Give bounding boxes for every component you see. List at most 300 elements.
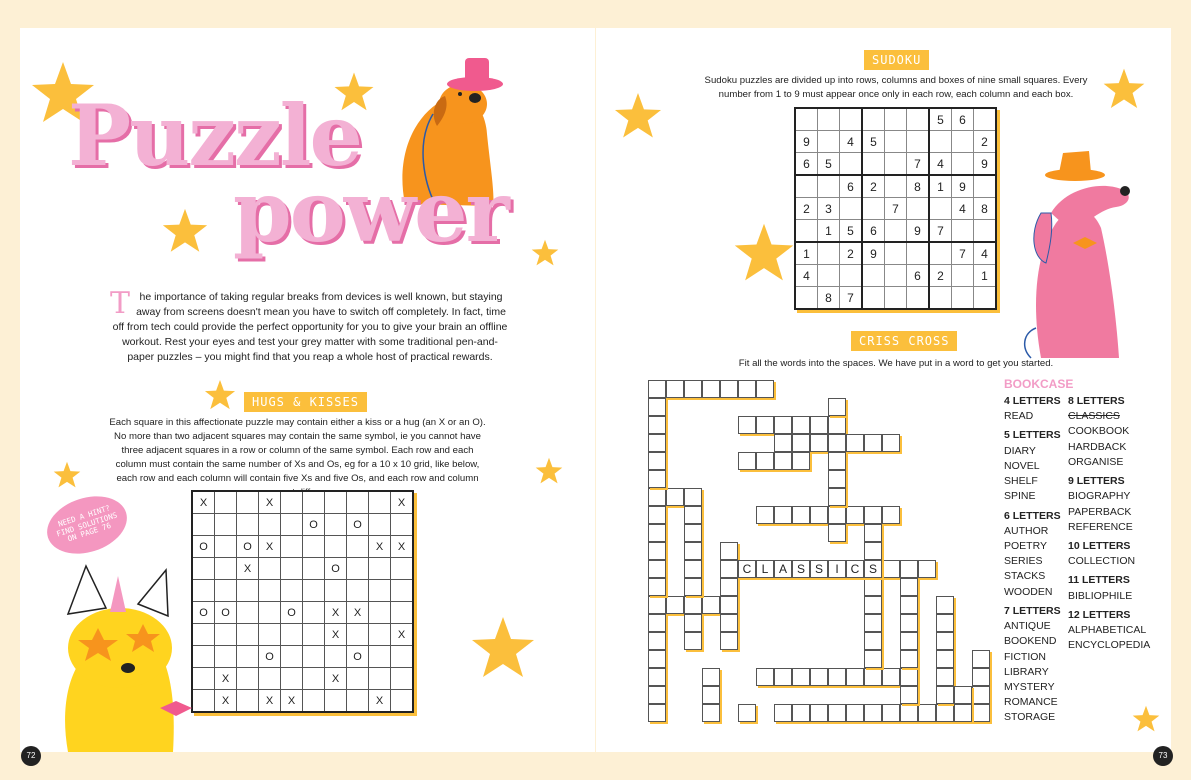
criss-cross-cell[interactable] xyxy=(954,686,972,704)
hk-cell[interactable] xyxy=(237,514,259,536)
criss-cross-cell[interactable] xyxy=(774,434,792,452)
hk-cell[interactable] xyxy=(259,580,281,602)
hk-cell[interactable] xyxy=(369,491,391,514)
sudoku-cell[interactable]: 5 xyxy=(862,131,885,153)
criss-cross-cell[interactable] xyxy=(828,488,846,506)
criss-cross-cell[interactable] xyxy=(792,434,810,452)
sudoku-cell[interactable]: 4 xyxy=(952,198,974,220)
sudoku-cell[interactable] xyxy=(818,265,840,287)
hk-cell[interactable] xyxy=(303,668,325,690)
criss-cross-cell[interactable] xyxy=(792,704,810,722)
sudoku-cell[interactable]: 2 xyxy=(929,265,952,287)
hk-cell[interactable] xyxy=(325,514,347,536)
hk-cell[interactable] xyxy=(303,602,325,624)
sudoku-cell[interactable]: 9 xyxy=(862,242,885,265)
criss-cross-cell[interactable] xyxy=(828,416,846,434)
sudoku-cell[interactable]: 2 xyxy=(974,131,997,153)
criss-cross-cell[interactable] xyxy=(864,614,882,632)
sudoku-cell[interactable] xyxy=(862,287,885,310)
criss-cross-cell[interactable] xyxy=(846,434,864,452)
sudoku-cell[interactable]: 1 xyxy=(929,175,952,198)
criss-cross-cell[interactable] xyxy=(864,704,882,722)
hk-cell[interactable] xyxy=(237,491,259,514)
hk-cell[interactable]: X xyxy=(325,602,347,624)
criss-cross-cell[interactable] xyxy=(756,668,774,686)
hk-cell[interactable] xyxy=(281,624,303,646)
hk-cell[interactable] xyxy=(281,646,303,668)
hk-cell[interactable] xyxy=(347,491,369,514)
criss-cross-cell[interactable] xyxy=(810,668,828,686)
sudoku-cell[interactable] xyxy=(952,131,974,153)
hk-cell[interactable] xyxy=(259,558,281,580)
sudoku-cell[interactable]: 1 xyxy=(818,220,840,243)
hk-cell[interactable] xyxy=(259,514,281,536)
criss-cross-cell[interactable] xyxy=(648,452,666,470)
criss-cross-cell[interactable] xyxy=(972,686,990,704)
criss-cross-cell[interactable] xyxy=(936,686,954,704)
criss-cross-cell[interactable] xyxy=(828,668,846,686)
criss-cross-cell[interactable] xyxy=(720,380,738,398)
criss-cross-cell[interactable] xyxy=(846,704,864,722)
criss-cross-cell[interactable] xyxy=(900,650,918,668)
hk-cell[interactable] xyxy=(303,580,325,602)
sudoku-cell[interactable] xyxy=(907,131,930,153)
criss-cross-cell[interactable] xyxy=(936,650,954,668)
criss-cross-cell[interactable] xyxy=(720,632,738,650)
criss-cross-cell[interactable] xyxy=(900,632,918,650)
criss-cross-cell[interactable] xyxy=(792,668,810,686)
sudoku-cell[interactable]: 6 xyxy=(952,108,974,131)
sudoku-cell[interactable] xyxy=(885,153,907,176)
criss-cross-cell[interactable] xyxy=(684,614,702,632)
hk-cell[interactable]: X xyxy=(391,624,414,646)
criss-cross-cell[interactable] xyxy=(828,434,846,452)
hk-cell[interactable]: O xyxy=(281,602,303,624)
hk-cell[interactable] xyxy=(281,514,303,536)
hk-cell[interactable] xyxy=(237,580,259,602)
criss-cross-cell[interactable] xyxy=(900,596,918,614)
hk-cell[interactable] xyxy=(192,558,215,580)
sudoku-cell[interactable]: 2 xyxy=(862,175,885,198)
criss-cross-cell[interactable] xyxy=(648,650,666,668)
criss-cross-cell[interactable] xyxy=(738,380,756,398)
hk-cell[interactable]: O xyxy=(325,558,347,580)
criss-cross-cell[interactable] xyxy=(792,452,810,470)
hk-cell[interactable]: X xyxy=(259,491,281,514)
criss-cross-cell[interactable] xyxy=(864,668,882,686)
criss-cross-cell[interactable] xyxy=(684,380,702,398)
criss-cross-cell[interactable] xyxy=(648,542,666,560)
criss-cross-cell[interactable] xyxy=(918,704,936,722)
criss-cross-cell[interactable] xyxy=(900,704,918,722)
criss-cross-cell[interactable] xyxy=(882,506,900,524)
criss-cross-cell[interactable] xyxy=(864,434,882,452)
criss-cross-cell[interactable] xyxy=(846,506,864,524)
hk-cell[interactable]: X xyxy=(259,536,281,558)
sudoku-cell[interactable]: 7 xyxy=(885,198,907,220)
sudoku-cell[interactable]: 8 xyxy=(818,287,840,310)
hk-cell[interactable]: X xyxy=(237,558,259,580)
hk-cell[interactable] xyxy=(259,624,281,646)
hk-cell[interactable] xyxy=(325,491,347,514)
sudoku-cell[interactable] xyxy=(885,242,907,265)
hk-cell[interactable] xyxy=(215,558,237,580)
sudoku-cell[interactable] xyxy=(795,287,818,310)
sudoku-cell[interactable] xyxy=(929,287,952,310)
hk-cell[interactable] xyxy=(192,624,215,646)
hk-cell[interactable] xyxy=(347,690,369,713)
sudoku-cell[interactable]: 5 xyxy=(929,108,952,131)
hk-cell[interactable] xyxy=(237,646,259,668)
criss-cross-cell[interactable] xyxy=(648,668,666,686)
criss-cross-cell[interactable] xyxy=(702,596,720,614)
sudoku-cell[interactable]: 6 xyxy=(907,265,930,287)
sudoku-cell[interactable] xyxy=(795,220,818,243)
hk-cell[interactable] xyxy=(347,558,369,580)
hk-cell[interactable]: X xyxy=(215,690,237,713)
sudoku-cell[interactable]: 6 xyxy=(795,153,818,176)
hk-cell[interactable] xyxy=(281,558,303,580)
hk-cell[interactable] xyxy=(259,668,281,690)
hk-cell[interactable] xyxy=(192,646,215,668)
criss-cross-cell[interactable] xyxy=(774,452,792,470)
sudoku-cell[interactable]: 4 xyxy=(929,153,952,176)
hk-cell[interactable] xyxy=(369,624,391,646)
sudoku-cell[interactable]: 2 xyxy=(840,242,863,265)
sudoku-cell[interactable] xyxy=(885,131,907,153)
sudoku-cell[interactable]: 4 xyxy=(840,131,863,153)
hk-cell[interactable] xyxy=(303,646,325,668)
criss-cross-cell[interactable] xyxy=(648,578,666,596)
criss-cross-cell[interactable] xyxy=(810,506,828,524)
hk-cell[interactable] xyxy=(325,536,347,558)
hk-cell[interactable] xyxy=(369,580,391,602)
sudoku-cell[interactable]: 2 xyxy=(795,198,818,220)
criss-cross-cell[interactable] xyxy=(684,488,702,506)
sudoku-cell[interactable]: 3 xyxy=(818,198,840,220)
sudoku-cell[interactable]: 7 xyxy=(929,220,952,243)
sudoku-cell[interactable] xyxy=(840,153,863,176)
sudoku-cell[interactable] xyxy=(974,220,997,243)
hk-cell[interactable] xyxy=(391,646,414,668)
hk-cell[interactable] xyxy=(347,536,369,558)
sudoku-cell[interactable] xyxy=(840,265,863,287)
hk-cell[interactable] xyxy=(192,668,215,690)
hk-cell[interactable]: X xyxy=(391,536,414,558)
criss-cross-cell[interactable] xyxy=(684,632,702,650)
hk-cell[interactable]: X xyxy=(391,491,414,514)
criss-cross-cell[interactable] xyxy=(774,668,792,686)
sudoku-cell[interactable]: 8 xyxy=(907,175,930,198)
sudoku-cell[interactable] xyxy=(818,108,840,131)
hk-cell[interactable] xyxy=(391,514,414,536)
criss-cross-cell[interactable] xyxy=(936,596,954,614)
criss-cross-cell[interactable] xyxy=(648,686,666,704)
hk-cell[interactable] xyxy=(325,646,347,668)
criss-cross-cell[interactable] xyxy=(882,668,900,686)
hk-cell[interactable] xyxy=(303,491,325,514)
hk-cell[interactable] xyxy=(215,514,237,536)
sudoku-cell[interactable]: 5 xyxy=(818,153,840,176)
hk-cell[interactable]: X xyxy=(281,690,303,713)
criss-cross-cell[interactable] xyxy=(738,704,756,722)
criss-cross-cell[interactable] xyxy=(864,578,882,596)
hk-cell[interactable] xyxy=(215,536,237,558)
hk-cell[interactable]: O xyxy=(347,514,369,536)
sudoku-cell[interactable] xyxy=(885,175,907,198)
criss-cross-cell[interactable] xyxy=(684,506,702,524)
criss-cross-cell[interactable] xyxy=(900,668,918,686)
sudoku-cell[interactable]: 7 xyxy=(907,153,930,176)
sudoku-cell[interactable]: 9 xyxy=(795,131,818,153)
sudoku-cell[interactable] xyxy=(885,220,907,243)
criss-cross-cell[interactable] xyxy=(738,416,756,434)
sudoku-cell[interactable] xyxy=(974,175,997,198)
criss-cross-cell[interactable] xyxy=(774,506,792,524)
criss-cross-cell[interactable] xyxy=(936,704,954,722)
sudoku-cell[interactable] xyxy=(952,220,974,243)
hk-cell[interactable]: X xyxy=(259,690,281,713)
hk-cell[interactable] xyxy=(281,580,303,602)
hk-cell[interactable]: X xyxy=(347,602,369,624)
criss-cross-cell[interactable] xyxy=(684,524,702,542)
sudoku-cell[interactable] xyxy=(840,108,863,131)
hk-cell[interactable] xyxy=(303,624,325,646)
criss-cross-cell[interactable] xyxy=(684,596,702,614)
hk-cell[interactable] xyxy=(281,491,303,514)
hk-cell[interactable]: X xyxy=(369,536,391,558)
sudoku-cell[interactable]: 1 xyxy=(974,265,997,287)
hk-cell[interactable] xyxy=(369,646,391,668)
sudoku-cell[interactable] xyxy=(795,108,818,131)
criss-cross-cell[interactable] xyxy=(648,488,666,506)
criss-cross-cell[interactable] xyxy=(720,596,738,614)
criss-cross-cell[interactable] xyxy=(828,398,846,416)
criss-cross-cell[interactable] xyxy=(864,596,882,614)
criss-cross-cell[interactable] xyxy=(720,578,738,596)
criss-cross-cell[interactable] xyxy=(864,524,882,542)
hk-cell[interactable]: X xyxy=(215,668,237,690)
hk-cell[interactable]: O xyxy=(192,602,215,624)
hk-cell[interactable] xyxy=(347,668,369,690)
sudoku-cell[interactable] xyxy=(952,265,974,287)
sudoku-cell[interactable]: 6 xyxy=(862,220,885,243)
criss-cross-cell[interactable] xyxy=(738,452,756,470)
hk-cell[interactable] xyxy=(237,668,259,690)
criss-cross-cell[interactable] xyxy=(684,542,702,560)
sudoku-cell[interactable]: 4 xyxy=(795,265,818,287)
sudoku-cell[interactable] xyxy=(907,108,930,131)
hk-cell[interactable]: O xyxy=(347,646,369,668)
criss-cross-cell[interactable] xyxy=(846,668,864,686)
hk-cell[interactable] xyxy=(369,558,391,580)
hk-cell[interactable] xyxy=(347,580,369,602)
hk-cell[interactable] xyxy=(391,580,414,602)
criss-cross-cell[interactable] xyxy=(828,506,846,524)
criss-cross-cell[interactable] xyxy=(972,668,990,686)
criss-cross-cell[interactable] xyxy=(972,650,990,668)
criss-cross-cell[interactable] xyxy=(864,650,882,668)
hk-cell[interactable] xyxy=(281,668,303,690)
criss-cross-cell[interactable] xyxy=(702,704,720,722)
criss-cross-cell[interactable] xyxy=(864,542,882,560)
sudoku-cell[interactable] xyxy=(952,287,974,310)
hk-cell[interactable] xyxy=(215,491,237,514)
criss-cross-cell[interactable] xyxy=(918,560,936,578)
sudoku-cell[interactable] xyxy=(974,287,997,310)
hk-cell[interactable] xyxy=(369,668,391,690)
sudoku-cell[interactable] xyxy=(818,242,840,265)
sudoku-cell[interactable] xyxy=(795,175,818,198)
criss-cross-cell[interactable] xyxy=(666,488,684,506)
criss-cross-cell[interactable] xyxy=(828,524,846,542)
hk-cell[interactable] xyxy=(391,558,414,580)
sudoku-cell[interactable] xyxy=(929,242,952,265)
hk-cell[interactable]: O xyxy=(259,646,281,668)
criss-cross-cell[interactable] xyxy=(882,434,900,452)
hk-cell[interactable]: O xyxy=(215,602,237,624)
hk-cell[interactable] xyxy=(391,602,414,624)
sudoku-cell[interactable] xyxy=(885,265,907,287)
criss-cross-cell[interactable] xyxy=(648,416,666,434)
hk-cell[interactable] xyxy=(369,602,391,624)
criss-cross-cell[interactable] xyxy=(702,668,720,686)
hk-cell[interactable] xyxy=(259,602,281,624)
hk-cell[interactable]: O xyxy=(237,536,259,558)
hk-cell[interactable] xyxy=(303,690,325,713)
criss-cross-cell[interactable] xyxy=(648,704,666,722)
criss-cross-cell[interactable] xyxy=(882,560,900,578)
sudoku-cell[interactable]: 8 xyxy=(974,198,997,220)
hk-cell[interactable] xyxy=(192,514,215,536)
sudoku-cell[interactable]: 6 xyxy=(840,175,863,198)
hk-cell[interactable] xyxy=(215,580,237,602)
criss-cross-cell[interactable] xyxy=(648,596,666,614)
criss-cross-cell[interactable] xyxy=(648,560,666,578)
hk-cell[interactable] xyxy=(192,580,215,602)
sudoku-cell[interactable]: 9 xyxy=(952,175,974,198)
criss-cross-cell[interactable] xyxy=(648,398,666,416)
sudoku-cell[interactable]: 1 xyxy=(795,242,818,265)
criss-cross-cell[interactable] xyxy=(936,614,954,632)
hk-cell[interactable]: X xyxy=(325,668,347,690)
criss-cross-cell[interactable] xyxy=(666,596,684,614)
criss-cross-cell[interactable] xyxy=(720,560,738,578)
criss-cross-cell[interactable] xyxy=(684,578,702,596)
hk-cell[interactable] xyxy=(303,536,325,558)
criss-cross-cell[interactable] xyxy=(828,452,846,470)
criss-cross-cell[interactable] xyxy=(792,506,810,524)
criss-cross-cell[interactable] xyxy=(882,704,900,722)
criss-cross-cell[interactable] xyxy=(774,704,792,722)
hk-cell[interactable] xyxy=(237,602,259,624)
sudoku-cell[interactable] xyxy=(907,242,930,265)
criss-cross-cell[interactable] xyxy=(684,560,702,578)
sudoku-cell[interactable]: 5 xyxy=(840,220,863,243)
sudoku-cell[interactable] xyxy=(818,175,840,198)
sudoku-cell[interactable]: 7 xyxy=(952,242,974,265)
sudoku-cell[interactable] xyxy=(929,131,952,153)
hk-cell[interactable] xyxy=(325,580,347,602)
criss-cross-cell[interactable] xyxy=(720,614,738,632)
hk-cell[interactable]: X xyxy=(325,624,347,646)
sudoku-cell[interactable]: 9 xyxy=(974,153,997,176)
sudoku-cell[interactable] xyxy=(885,287,907,310)
sudoku-cell[interactable]: 7 xyxy=(840,287,863,310)
hk-cell[interactable] xyxy=(391,690,414,713)
hk-cell[interactable]: X xyxy=(192,491,215,514)
sudoku-cell[interactable] xyxy=(952,153,974,176)
criss-cross-cell[interactable] xyxy=(864,506,882,524)
criss-cross-cell[interactable] xyxy=(828,470,846,488)
criss-cross-cell[interactable] xyxy=(702,380,720,398)
hk-cell[interactable]: X xyxy=(369,690,391,713)
hk-cell[interactable]: O xyxy=(303,514,325,536)
criss-cross-cell[interactable] xyxy=(900,614,918,632)
sudoku-cell[interactable] xyxy=(862,265,885,287)
criss-cross-cell[interactable] xyxy=(936,668,954,686)
sudoku-cell[interactable] xyxy=(840,198,863,220)
criss-cross-cell[interactable] xyxy=(900,686,918,704)
criss-cross-cell[interactable] xyxy=(900,578,918,596)
criss-cross-cell[interactable] xyxy=(702,686,720,704)
criss-cross-cell[interactable] xyxy=(720,542,738,560)
criss-cross-cell[interactable] xyxy=(756,380,774,398)
criss-cross-cell[interactable] xyxy=(666,380,684,398)
criss-cross-cell[interactable] xyxy=(810,704,828,722)
hk-cell[interactable]: O xyxy=(192,536,215,558)
criss-cross-cell[interactable] xyxy=(648,632,666,650)
hk-cell[interactable] xyxy=(281,536,303,558)
hk-cell[interactable] xyxy=(303,558,325,580)
criss-cross-cell[interactable] xyxy=(756,416,774,434)
criss-cross-cell[interactable] xyxy=(828,704,846,722)
criss-cross-cell[interactable] xyxy=(648,470,666,488)
criss-cross-cell[interactable] xyxy=(774,416,792,434)
criss-cross-cell[interactable] xyxy=(648,614,666,632)
criss-cross-cell[interactable] xyxy=(648,524,666,542)
sudoku-cell[interactable]: 4 xyxy=(974,242,997,265)
sudoku-cell[interactable] xyxy=(907,198,930,220)
hk-cell[interactable] xyxy=(215,624,237,646)
hk-cell[interactable] xyxy=(192,690,215,713)
hk-cell[interactable] xyxy=(391,668,414,690)
sudoku-cell[interactable] xyxy=(885,108,907,131)
criss-cross-cell[interactable] xyxy=(756,452,774,470)
criss-cross-cell[interactable] xyxy=(648,506,666,524)
criss-cross-cell[interactable] xyxy=(648,380,666,398)
hk-cell[interactable] xyxy=(237,624,259,646)
sudoku-cell[interactable] xyxy=(974,108,997,131)
sudoku-cell[interactable]: 9 xyxy=(907,220,930,243)
hk-cell[interactable] xyxy=(369,514,391,536)
hk-cell[interactable] xyxy=(347,624,369,646)
sudoku-cell[interactable] xyxy=(818,131,840,153)
criss-cross-cell[interactable] xyxy=(936,632,954,650)
criss-cross-cell[interactable] xyxy=(864,632,882,650)
sudoku-cell[interactable] xyxy=(907,287,930,310)
criss-cross-cell[interactable] xyxy=(792,416,810,434)
criss-cross-cell[interactable] xyxy=(972,704,990,722)
hk-cell[interactable] xyxy=(325,690,347,713)
criss-cross-cell[interactable] xyxy=(648,434,666,452)
sudoku-cell[interactable] xyxy=(862,153,885,176)
hk-cell[interactable] xyxy=(237,690,259,713)
criss-cross-cell[interactable] xyxy=(810,416,828,434)
sudoku-cell[interactable] xyxy=(929,198,952,220)
hk-cell[interactable] xyxy=(215,646,237,668)
sudoku-cell[interactable] xyxy=(862,108,885,131)
